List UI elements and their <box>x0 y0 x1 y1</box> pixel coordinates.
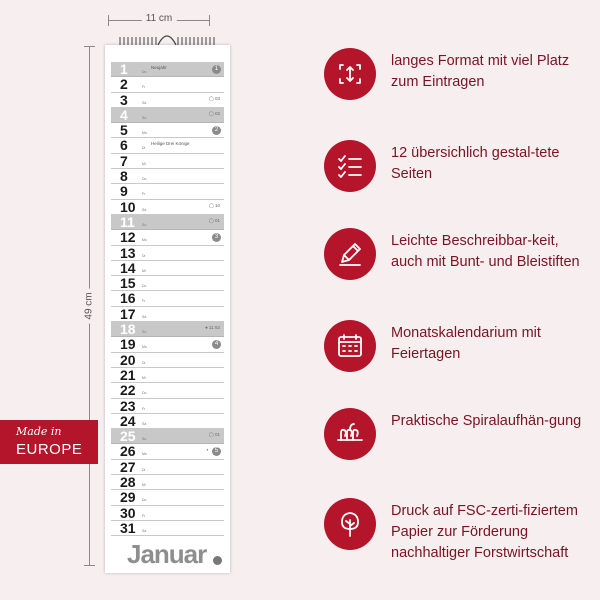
made-in-label: Made in <box>16 425 62 438</box>
weekday-label: Sa <box>142 100 147 105</box>
weekday-label: So <box>142 115 147 120</box>
weekday-label: Sa <box>142 314 147 319</box>
weekday-label: Do <box>142 391 147 396</box>
weekday-label: Fr <box>142 192 146 197</box>
day-number: 13 <box>120 244 136 261</box>
weekday-label: So <box>142 330 147 335</box>
width-dimension-cap-right <box>209 15 210 26</box>
day-number: 28 <box>120 474 136 491</box>
weekday-label: Mi <box>142 268 146 273</box>
weekday-label: Sa <box>142 421 147 426</box>
day-row <box>111 353 224 368</box>
day-row <box>111 93 224 108</box>
day-row <box>111 276 224 291</box>
day-number: 14 <box>120 259 136 276</box>
weekday-label: Do <box>142 177 147 182</box>
day-number: 20 <box>120 351 136 368</box>
width-label: 11 cm <box>142 13 177 24</box>
weekday-label: Di <box>142 146 146 151</box>
width-dimension-cap-left <box>108 15 109 26</box>
day-number: 7 <box>120 152 128 169</box>
day-number: 1 <box>120 61 128 77</box>
spiral-hanger-icon <box>324 408 376 460</box>
day-row <box>111 322 224 337</box>
day-number: 22 <box>120 382 136 399</box>
feature-text: Leichte Beschreibbar-keit, auch mit Bunt- und Bleistiften <box>391 233 580 270</box>
day-row <box>111 291 224 306</box>
day-number: 2 <box>120 76 128 93</box>
day-row <box>111 307 224 322</box>
moon-phase-mark: ◯ 02 <box>208 110 220 116</box>
weekday-label: Sa <box>142 528 147 533</box>
week-number-badge: 5 <box>212 447 221 456</box>
checklist-icon <box>324 140 376 192</box>
day-number: 30 <box>120 504 136 521</box>
region-label: EUROPE <box>16 441 83 458</box>
day-row <box>111 506 224 521</box>
weekday-label: Do <box>142 284 147 289</box>
day-number: 29 <box>120 489 136 506</box>
weekday-label: Mo <box>142 345 147 350</box>
spiral-binding <box>118 33 216 45</box>
day-row <box>111 123 224 138</box>
day-row <box>111 429 224 444</box>
weekday-label: So <box>142 222 147 227</box>
tree-icon <box>324 498 376 550</box>
pencil-icon <box>324 228 376 280</box>
day-number: 6 <box>120 137 128 154</box>
day-row <box>111 261 224 276</box>
day-number: 27 <box>120 458 136 475</box>
feature-text: Monatskalendarium mit Feiertagen <box>391 325 541 362</box>
height-dimension-cap-top <box>84 46 95 47</box>
day-row <box>111 521 224 536</box>
weekday-label: Do <box>142 70 147 74</box>
feature-text: langes Format mit viel Platz zum Eintragen <box>391 53 570 90</box>
resize-arrows-icon <box>324 48 376 100</box>
day-row <box>111 154 224 169</box>
day-number: 15 <box>120 275 136 292</box>
calendar-icon <box>324 320 376 372</box>
day-row <box>111 138 224 153</box>
brand-logo-icon <box>213 556 222 565</box>
day-row <box>111 77 224 92</box>
day-number: 25 <box>120 428 136 445</box>
height-label: 49 cm <box>84 288 95 323</box>
day-number: 19 <box>120 336 136 353</box>
made-in-europe-badge <box>0 420 98 464</box>
feature-text: Druck auf FSC-zerti-fiziertem Papier zur Förderung nachhaltiger Forstwirtschaft <box>391 503 578 561</box>
height-dimension-cap-bottom <box>84 565 95 566</box>
height-dimension <box>82 46 96 566</box>
day-number: 24 <box>120 412 136 429</box>
weekday-label: Mo <box>142 452 147 457</box>
day-number: 9 <box>120 183 128 200</box>
weekday-label: Fr <box>142 299 146 304</box>
day-row <box>111 230 224 245</box>
day-row <box>111 62 224 77</box>
holiday-label: Heilige Drei Könige <box>151 141 190 147</box>
day-number: 16 <box>120 290 136 307</box>
day-number: 26 <box>120 443 136 460</box>
weekday-label: Di <box>142 360 146 365</box>
day-row <box>111 368 224 383</box>
week-number-badge: 1 <box>212 65 221 74</box>
day-number: 11 <box>120 213 135 230</box>
day-row <box>111 184 224 199</box>
moon-phase-mark: ◯ 03 <box>208 95 220 101</box>
day-number: 4 <box>120 106 128 123</box>
month-name: Januar <box>127 539 207 569</box>
weekday-label: Fr <box>142 513 146 518</box>
week-number-badge: 3 <box>212 233 221 242</box>
day-row <box>111 108 224 123</box>
day-number: 17 <box>120 305 136 322</box>
day-number: 12 <box>120 229 136 246</box>
day-row <box>111 383 224 398</box>
day-row <box>111 169 224 184</box>
day-row <box>111 200 224 215</box>
weekday-label: Mi <box>142 375 146 380</box>
weekday-label: So <box>142 437 147 442</box>
day-row <box>111 246 224 261</box>
day-row <box>111 444 224 459</box>
feature-text: 12 übersichlich gestal-tete Seiten <box>391 145 560 182</box>
week-number-badge: 4 <box>212 340 221 349</box>
wall-calendar <box>105 45 230 573</box>
day-number: 8 <box>120 168 128 185</box>
moon-phase-mark: ◐ <box>206 447 209 453</box>
day-number: 21 <box>120 366 136 383</box>
weekday-label: Fr <box>142 406 146 411</box>
weekday-label: Di <box>142 253 146 258</box>
day-number: 3 <box>120 91 128 108</box>
day-row <box>111 414 224 429</box>
weekday-label: Sa <box>142 207 147 212</box>
day-number: 18 <box>120 321 136 338</box>
day-list <box>111 62 224 536</box>
weekday-label: Mo <box>142 238 147 243</box>
weekday-label: Mo <box>142 131 147 136</box>
holiday-label: Neujahr <box>151 65 167 70</box>
weekday-label: Di <box>142 467 146 472</box>
week-number-badge: 2 <box>212 126 221 135</box>
feature-text: Praktische Spiralaufhän-gung <box>391 413 582 429</box>
day-row <box>111 215 224 230</box>
day-row <box>111 460 224 475</box>
moon-phase-mark: ◯ 01 <box>208 432 220 438</box>
weekday-label: Mi <box>142 483 146 488</box>
weekday-label: Mi <box>142 161 146 166</box>
day-number: 5 <box>120 122 128 139</box>
day-number: 10 <box>120 198 136 215</box>
day-number: 23 <box>120 397 136 414</box>
moon-phase-mark: ● 11 52 <box>205 325 220 331</box>
width-dimension <box>108 12 210 26</box>
moon-phase-mark: ◯ 01 <box>208 217 220 223</box>
weekday-label: Fr <box>142 85 146 90</box>
weekday-label: Do <box>142 498 147 503</box>
day-row <box>111 399 224 414</box>
day-number: 31 <box>120 519 136 536</box>
moon-phase-mark: ◯ 10 <box>208 202 220 208</box>
day-row <box>111 475 224 490</box>
day-row <box>111 337 224 352</box>
day-row <box>111 490 224 505</box>
